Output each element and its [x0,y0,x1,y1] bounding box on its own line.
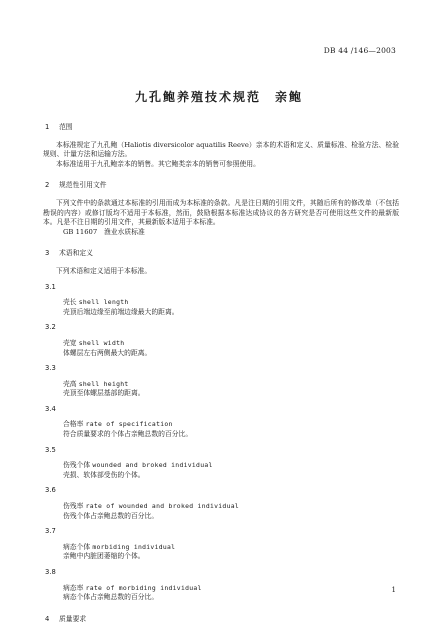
section-heading-1 [45,123,399,133]
term-name-en: rate of wounded and broked individual [85,502,240,511]
term-definition: 符合质量要求的个体占亲鲍总数的百分比。 [63,430,193,439]
term-name [63,380,399,390]
term-name-en: shell length [78,298,129,307]
term-name-cn: 壳长 [63,298,77,307]
term-definition: 亲鲍中内脏团萎缩的个体。 [63,552,145,561]
term-number: 3.1 [45,282,56,291]
paragraph: 本标准适用于九孔鲍亲本的销售。其它鲍类亲本的销售可参照使用。 [56,159,260,168]
term-definition: 病态个体占亲鲍总数的百分比。 [63,593,159,602]
term-name-cn: 壳高 [63,379,77,388]
term-name-en: rate of morbiding individual [85,583,202,592]
section-heading-3 [45,249,399,259]
term-name-en: morbiding individual [92,542,176,551]
term-number: 3.8 [45,568,56,576]
term-entry [43,446,399,481]
term-number: 3.6 [45,486,56,495]
term-definition: 伤残个体占亲鲍总数的百分比。 [63,511,159,520]
section-heading-2 [45,181,399,191]
term-name-cn: 伤残率 [63,502,84,511]
term-definition: 体螺层左右两侧最大的距离。 [63,348,152,357]
term-number: 3.7 [45,527,56,536]
term-entry [43,486,399,521]
term-number: 3.4 [45,404,56,413]
term-name [63,502,399,512]
term-definition: 壳损、软体部受伤的个体。 [63,470,145,479]
term-number: 3.3 [45,364,56,373]
term-entry [43,405,399,440]
standard-number: DB 44 /146—2003 [323,46,396,55]
term-definition: 壳顶至体螺层基部的距离。 [63,389,145,398]
term-name [63,543,399,553]
document-body [43,123,399,632]
section-title: 范围 [59,123,73,131]
section-title: 质量要求 [59,614,87,623]
section-number: 2 [45,181,50,190]
term-name [63,584,399,594]
term-name-cn: 病态率 [63,583,84,592]
section-title: 术语和定义 [59,249,93,258]
term-name-en: shell width [78,338,125,347]
term-name-cn: 伤残个体 [63,461,91,470]
normative-reference: GB 11607 渔业水质标准 [63,227,145,236]
term-name-en: wounded and broked individual [92,461,213,470]
term-entry [43,323,399,358]
term-name-en: shell height [78,379,129,388]
section-number: 1 [45,123,50,131]
section-number: 4 [45,614,50,623]
term-name [63,461,399,471]
section-title: 规范性引用文件 [59,181,107,190]
paragraph: 本标准规定了九孔鲍（Haliotis diversicolor aquatilis Reeve）亲本的术语和定义、质量标准、检验方法、检验规则、计量方法和运输方法。 [43,140,399,159]
term-entry [43,364,399,399]
paragraph: 下列术语和定义适用于本标准。 [56,266,152,275]
section-number: 3 [45,249,50,258]
term-name-cn: 病态个体 [63,542,91,551]
term-definition: 壳顶后端边缘至前端边缘最大的距离。 [63,307,179,316]
term-name [63,420,399,430]
term-entry [43,283,399,318]
term-name-cn: 合格率 [63,420,84,429]
term-name-cn: 壳宽 [63,338,77,347]
term-entry [43,527,399,562]
document-title: 九孔鲍养殖技术规范 亲鲍 [134,90,303,104]
paragraph: 下列文件中的条款通过本标准的引用而成为本标准的条款。凡是注日期的引用文件，其随后所有的修改单（不包括勘误的内容）或修订版均不适用于本标准，然而，鼓励根据本标准达成协议的各方研究是否可使用这些文件的最新版本。凡是不注日期的引用文件，其最新版本适用于本标准。 [43,198,399,227]
term-number: 3.5 [45,445,56,454]
term-name [63,339,399,349]
term-name-en: rate of specification [85,420,173,429]
term-number: 3.2 [45,323,56,332]
term-name [63,298,399,308]
page-number: 1 [391,586,396,594]
term-entry [43,568,399,603]
